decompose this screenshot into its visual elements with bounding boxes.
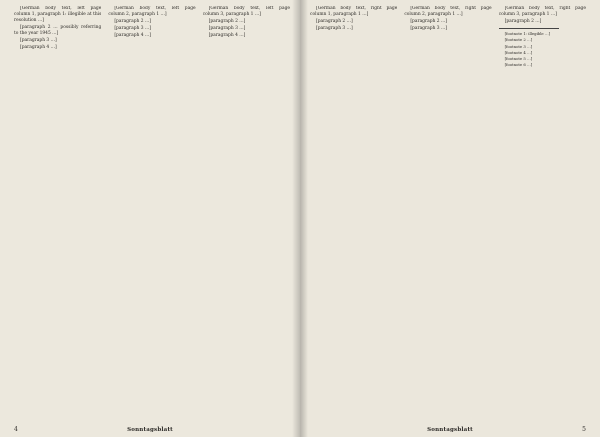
footer-masthead: Sonntagsblatt — [427, 427, 473, 433]
paragraph: [German body text, left page column 3, paragraph 1 …] — [202, 6, 290, 18]
paragraph: [paragraph 4 …] — [208, 33, 246, 39]
footnote: [footnote 1: illegible …] — [504, 31, 551, 37]
left-column-2 — [108, 6, 195, 398]
paragraph: [paragraph 2 …] — [114, 19, 152, 25]
paragraph: [paragraph 2 …] — [208, 19, 246, 25]
right-page — [300, 0, 600, 437]
footnote: [footnote 2 …] — [504, 37, 533, 43]
paragraph: [paragraph 3 …] — [410, 26, 448, 32]
paragraph: [paragraph 3 …] — [20, 38, 57, 44]
footnote-divider — [499, 28, 559, 29]
paragraph: [paragraph 3 …] — [114, 26, 152, 32]
footnote: [footnote 4 …] — [504, 49, 533, 55]
footnote: [footnote 6 …] — [504, 62, 533, 68]
paragraph: [German body text, right page column 2, paragraph 1 …] — [404, 6, 492, 18]
paragraph: [paragraph 2 …] — [410, 19, 448, 25]
left-page-columns — [14, 6, 290, 398]
paragraph: [German body text, left page column 1, paragraph 1: illegible at this resolution …] — [14, 6, 102, 24]
right-column-1 — [310, 6, 397, 398]
footer-masthead: Sonntagsblatt — [127, 427, 173, 433]
paragraph: [paragraph 3 …] — [316, 26, 353, 32]
paragraph: [paragraph 4 …] — [20, 45, 57, 51]
footnote: [footnote 3 …] — [504, 43, 533, 49]
left-column-3 — [203, 6, 290, 398]
right-column-2 — [404, 6, 491, 398]
page-number: 5 — [582, 426, 586, 433]
paragraph: [German body text, left page column 2, paragraph 1 …] — [108, 6, 196, 18]
right-column-3 — [499, 6, 586, 398]
paragraph: [paragraph 2 …] — [504, 19, 542, 25]
paragraph: [paragraph 4 …] — [114, 33, 152, 39]
page-number: 4 — [14, 426, 18, 433]
paragraph: [German body text, right page column 1, paragraph 1 …] — [310, 6, 398, 18]
footnote: [footnote 5 …] — [504, 55, 533, 61]
paragraph: [paragraph 3 …] — [208, 26, 246, 32]
left-column-1 — [14, 6, 101, 398]
paragraph: [paragraph 2 … possibly referring to the year 1945 …] — [14, 25, 102, 37]
paragraph: [German body text, right page column 3, paragraph 1 …] — [498, 6, 586, 18]
paragraph: [paragraph 2 …] — [316, 19, 353, 25]
right-page-columns — [310, 6, 586, 398]
